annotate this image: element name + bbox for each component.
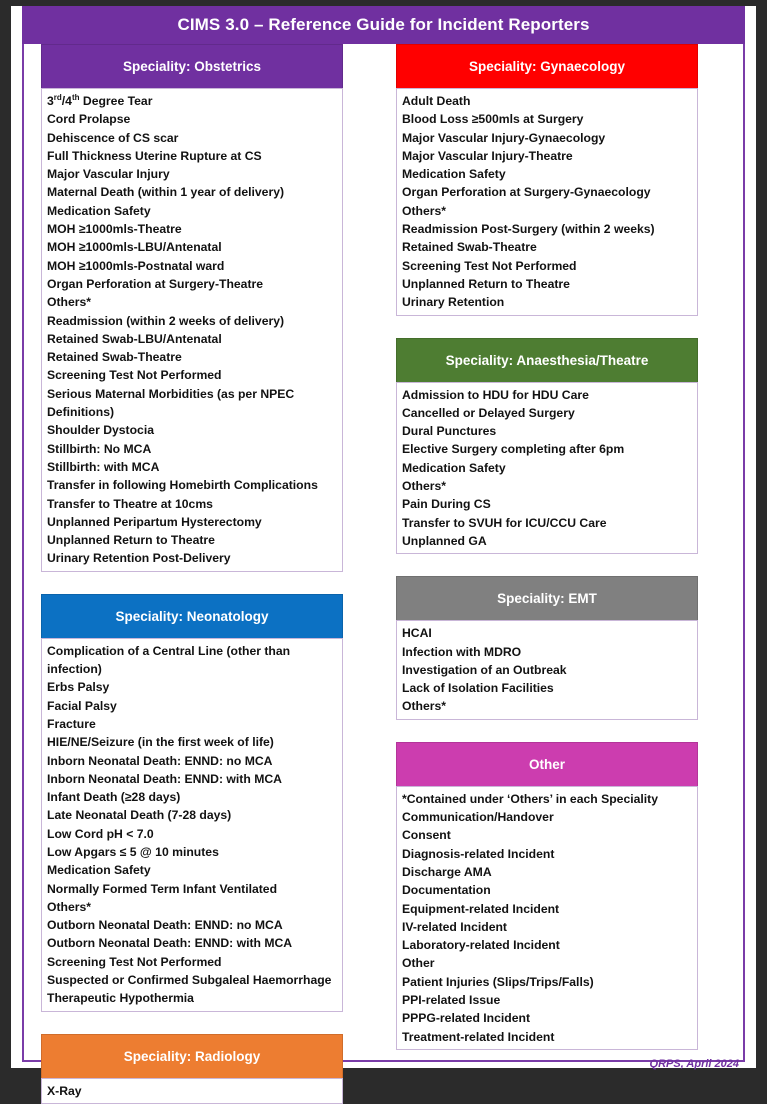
list-item: Shoulder Dystocia — [47, 423, 155, 438]
list-item: Erbs Palsy — [47, 680, 110, 695]
list-item: Unplanned Return to Theatre — [402, 276, 570, 291]
list-item: Major Vascular Injury — [47, 167, 170, 182]
list-item: Organ Perforation at Surgery-Gynaecology — [402, 185, 651, 200]
list-item: Screening Test Not Performed — [47, 368, 222, 383]
list-item: Unplanned GA — [402, 533, 487, 548]
speciality-list-other — [396, 786, 698, 1050]
right-column — [396, 44, 698, 1050]
list-item: Elective Surgery completing after 6pm — [402, 442, 625, 457]
list-item: Infant Death (≥28 days) — [47, 790, 181, 805]
list-item: Unplanned Peripartum Hysterectomy — [47, 514, 262, 529]
list-item: Investigation of an Outbreak — [402, 662, 567, 677]
list-item: Major Vascular Injury-Theatre — [402, 148, 573, 163]
page-title: CIMS 3.0 – Reference Guide for Incident Reporters — [177, 15, 590, 34]
speciality-header-label: Speciality: Anaesthesia/Theatre — [445, 352, 649, 368]
list-item: MOH ≥1000mls-Postnatal ward — [47, 258, 225, 273]
list-item: Cord Prolapse — [47, 112, 131, 127]
speciality-list-obstetrics — [41, 88, 343, 572]
list-item: Stillbirth: No MCA — [47, 441, 152, 456]
speciality-header-gynaecology — [396, 44, 698, 88]
list-item: Screening Test Not Performed — [47, 954, 222, 969]
speciality-header-neonatology — [41, 594, 343, 638]
speciality-header-label: Speciality: Neonatology — [115, 608, 269, 624]
list-item: Unplanned Return to Theatre — [47, 533, 215, 548]
list-item: Other — [402, 956, 435, 971]
list-item: Discharge AMA — [402, 864, 492, 879]
list-item: Low Cord pH < 7.0 — [47, 826, 154, 841]
list-item: Laboratory-related Incident — [402, 938, 560, 953]
speciality-header-emt — [396, 576, 698, 620]
list-item: PPPG-related Incident — [402, 1011, 530, 1026]
speciality-header-other — [396, 742, 698, 786]
list-item: Late Neonatal Death (7-28 days) — [47, 808, 232, 823]
list-item: Outborn Neonatal Death: ENND: with MCA — [47, 936, 293, 951]
speciality-header-label: Speciality: Radiology — [123, 1048, 261, 1064]
speciality-list-radiology — [41, 1078, 343, 1104]
list-item: Medication Safety — [402, 167, 506, 182]
speciality-box-obstetrics — [41, 44, 343, 572]
list-item: Others* — [402, 699, 447, 714]
list-item: Infection with MDRO — [402, 644, 522, 659]
list-item: Low Apgars ≤ 5 @ 10 minutes — [47, 844, 219, 859]
list-item: HCAI — [402, 626, 432, 641]
list-item: Consent — [402, 828, 451, 843]
list-item: Outborn Neonatal Death: ENND: no MCA — [47, 918, 283, 933]
list-item: Treatment-related Incident — [402, 1029, 555, 1044]
list-item: Normally Formed Term Infant Ventilated — [47, 881, 278, 896]
list-item: Cancelled or Delayed Surgery — [402, 405, 575, 420]
list-item: Others* — [47, 295, 92, 310]
list-item: Major Vascular Injury-Gynaecology — [402, 130, 606, 145]
list-item: Patient Injuries (Slips/Trips/Falls) — [402, 974, 594, 989]
list-item: Dehiscence of CS scar — [47, 130, 179, 145]
list-item: Inborn Neonatal Death: ENND: with MCA — [47, 771, 282, 786]
list-item: Others* — [402, 203, 447, 218]
list-item: Transfer to SVUH for ICU/CCU Care — [402, 515, 607, 530]
list-item: Dural Punctures — [402, 424, 497, 439]
list-item: *Contained under ‘Others’ in each Speciality — [402, 791, 659, 806]
list-item: Diagnosis-related Incident — [402, 846, 555, 861]
list-item: Communication/Handover — [402, 810, 554, 825]
list-item: Admission to HDU for HDU Care — [402, 387, 589, 402]
footer-credit: QRPS, April 2024 — [649, 1058, 739, 1070]
list-item: IV-related Incident — [402, 919, 507, 934]
list-item: Transfer in following Homebirth Complications — [47, 478, 318, 493]
list-item: MOH ≥1000mls-Theatre — [47, 222, 182, 237]
speciality-list-gynaecology — [396, 88, 698, 316]
list-item: 3rd/4th Degree Tear — [47, 92, 153, 108]
list-item: Lack of Isolation Facilities — [402, 681, 554, 696]
speciality-box-neonatology — [41, 594, 343, 1012]
document-title-bar — [22, 6, 745, 44]
speciality-header-anaesthesia-theatre — [396, 338, 698, 382]
list-item: Equipment-related Incident — [402, 901, 560, 916]
list-item: Others* — [402, 479, 447, 494]
list-item: Readmission (within 2 weeks of delivery) — [47, 313, 285, 328]
list-item: Suspected or Confirmed Subgaleal Haemorrhage — [47, 973, 332, 988]
speciality-header-label: Speciality: Obstetrics — [122, 59, 262, 74]
list-item: Inborn Neonatal Death: ENND: no MCA — [47, 753, 273, 768]
list-item: Readmission Post-Surgery (within 2 weeks) — [402, 222, 655, 237]
speciality-box-other — [396, 742, 698, 1050]
speciality-header-label: Speciality: Gynaecology — [468, 59, 626, 74]
list-item: Therapeutic Hypothermia — [47, 991, 194, 1006]
list-item: Full Thickness Uterine Rupture at CS — [47, 148, 262, 163]
speciality-header-label: Speciality: EMT — [497, 591, 597, 607]
left-column — [41, 44, 343, 1104]
ordinal-superscript: rd — [53, 92, 62, 102]
list-item: Facial Palsy — [47, 698, 117, 713]
list-item: X-Ray — [47, 1083, 82, 1098]
list-item: Urinary Retention — [402, 295, 505, 310]
list-item: Pain During CS — [402, 497, 491, 512]
speciality-list-neonatology — [41, 638, 343, 1012]
ordinal-superscript: th — [71, 92, 80, 102]
list-item: Retained Swab-Theatre — [402, 240, 537, 255]
list-item: Fracture — [47, 716, 96, 731]
list-item: Retained Swab-LBU/Antenatal — [47, 331, 222, 346]
speciality-header-label: Other — [528, 756, 565, 772]
list-item: Blood Loss ≥500mls at Surgery — [402, 112, 584, 127]
list-item: Others* — [47, 899, 92, 914]
speciality-header-obstetrics — [41, 44, 343, 88]
list-item: Maternal Death (within 1 year of delivery) — [47, 185, 285, 200]
list-item: Stillbirth: with MCA — [47, 459, 160, 474]
speciality-box-emt — [396, 576, 698, 719]
list-item: Adult Death — [402, 94, 471, 108]
list-item: HIE/NE/Seizure (in the first week of life) — [47, 735, 274, 750]
list-item: Urinary Retention Post-Delivery — [47, 551, 231, 566]
speciality-box-gynaecology — [396, 44, 698, 316]
list-item: Medication Safety — [47, 863, 151, 878]
speciality-header-radiology — [41, 1034, 343, 1078]
list-item: MOH ≥1000mls-LBU/Antenatal — [47, 240, 222, 255]
list-item: Medication Safety — [47, 203, 151, 218]
list-item: Transfer to Theatre at 10cms — [47, 496, 213, 511]
list-item: Documentation — [402, 883, 491, 898]
list-item: Organ Perforation at Surgery-Theatre — [47, 276, 264, 291]
speciality-list-emt — [396, 620, 698, 719]
speciality-box-anaesthesia-theatre — [396, 338, 698, 555]
list-item: Screening Test Not Performed — [402, 258, 577, 273]
list-item: Serious Maternal Morbidities (as per NPEC Definitions) — [47, 386, 295, 420]
list-item: Medication Safety — [402, 460, 506, 475]
speciality-list-anaesthesia-theatre — [396, 382, 698, 555]
speciality-box-radiology — [41, 1034, 343, 1104]
list-item: PPI-related Issue — [402, 992, 501, 1007]
list-item: Retained Swab-Theatre — [47, 350, 182, 365]
list-item: Complication of a Central Line (other than infection) — [47, 643, 291, 677]
